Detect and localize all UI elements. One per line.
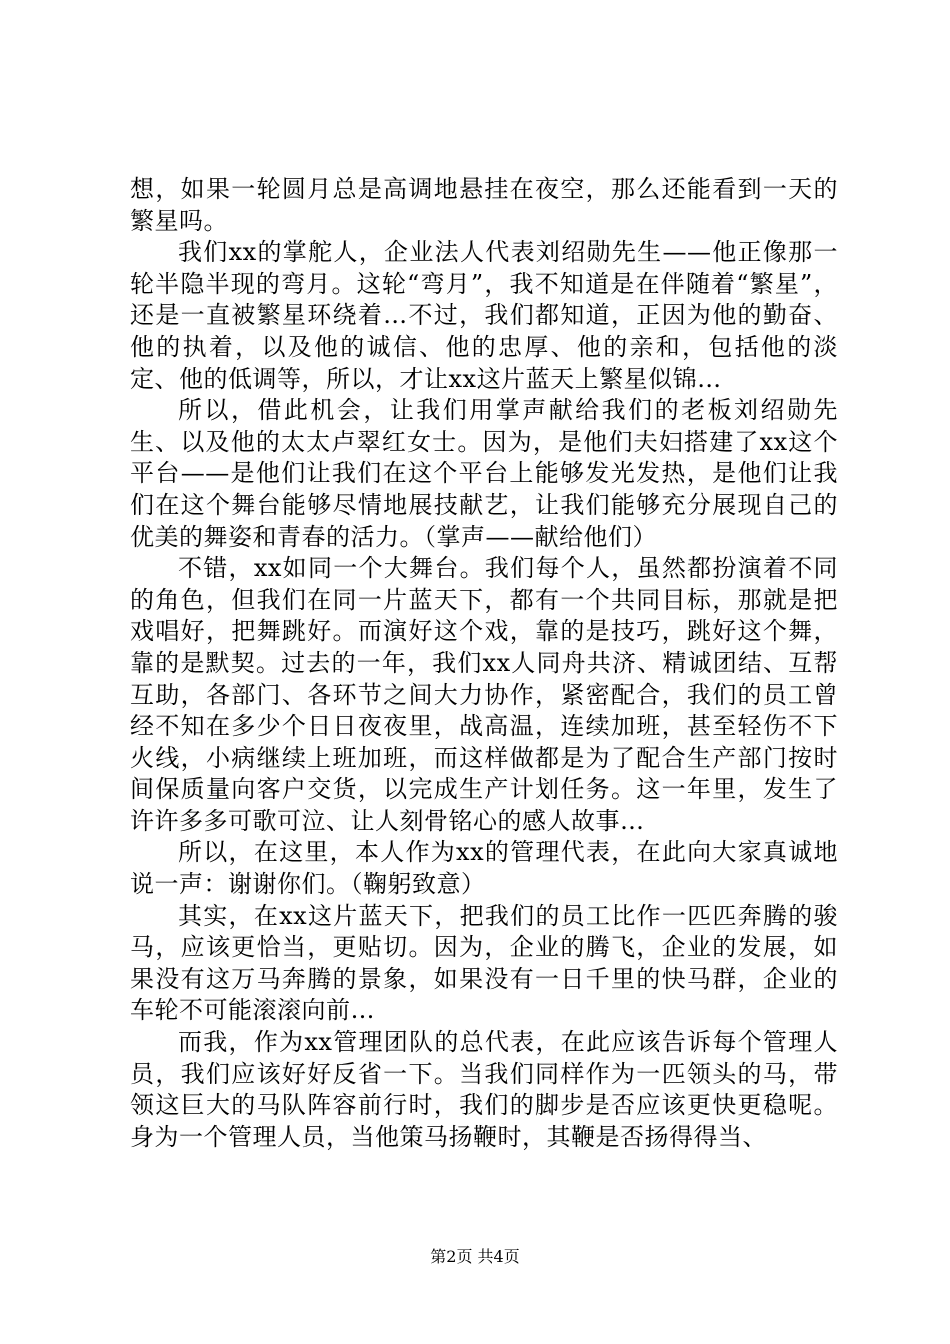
page-number-label: 第2页 共4页 xyxy=(430,1247,520,1266)
paragraph-5: 所以，在这里，本人作为xx的管理代表，在此向大家真诚地说一声：谢谢你们。（鞠躬致意） xyxy=(130,838,838,899)
document-body xyxy=(130,174,838,1153)
paragraph-1: 想，如果一轮圆月总是高调地悬挂在夜空，那么还能看到一天的繁星吗。 xyxy=(130,175,838,235)
page-footer xyxy=(0,1246,950,1268)
paragraph-7: 而我，作为xx管理团队的总代表，在此应该告诉每个管理人员，我们应该好好反省一下。当我们同样作为一匹领头的马，带领这巨大的马队阵容前行时，我们的脚步是否应该更快更稳呢。身为一个管理人员，当他策马扬鞭时，其鞭是否扬得得当、 xyxy=(130,1028,838,1151)
paragraph-6: 其实，在xx这片蓝天下，把我们的员工比作一匹匹奔腾的骏马，应该更恰当，更贴切。因为，企业的腾飞，企业的发展，如果没有这万马奔腾的景象，如果没有一日千里的快马群，企业的车轮不可能滚滚向前… xyxy=(130,901,838,1025)
paragraph-4: 不错，xx如同一个大舞台。我们每个人，虽然都扮演着不同的角色，但我们在同一片蓝天下，都有一个共同目标，那就是把戏唱好，把舞跳好。而演好这个戏，靠的是技巧，跳好这个舞，靠的是默契。过去的一年，我们xx人同舟共济、精诚团结、互帮互助，各部门、各环节之间大力协作，紧密配合，我们的员工曾经不知在多少个日日夜夜里，战高温，连续加班，甚至轻伤不下火线，小病继续上班加班，而这样做都是为了配合生产部门按时间保质量向客户交货，以完成生产计划任务。这一年里，发生了许许多多可歌可泣、让人刻骨铭心的感人故事… xyxy=(130,554,838,835)
paragraph-2: 我们xx的掌舵人，企业法人代表刘绍勋先生——他正像那一轮半隐半现的弯月。这轮“弯月”，我不知道是在伴随着“繁星”，还是一直被繁星环绕着…不过，我们都知道，正因为他的勤奋、他的执着，以及他的诚信、他的忠厚、他的亲和，包括他的淡定、他的低调等，所以，才让xx这片蓝天上繁星似锦… xyxy=(130,238,838,393)
paragraph-3: 所以，借此机会，让我们用掌声献给我们的老板刘绍勋先生、以及他的太太卢翠红女士。因为，是他们夫妇搭建了xx这个平台——是他们让我们在这个平台上能够发光发热，是他们让我们在这个舞台能够尽情地展技献艺，让我们能够充分展现自己的优美的舞姿和青春的活力。（掌声——献给他们） xyxy=(130,396,838,551)
